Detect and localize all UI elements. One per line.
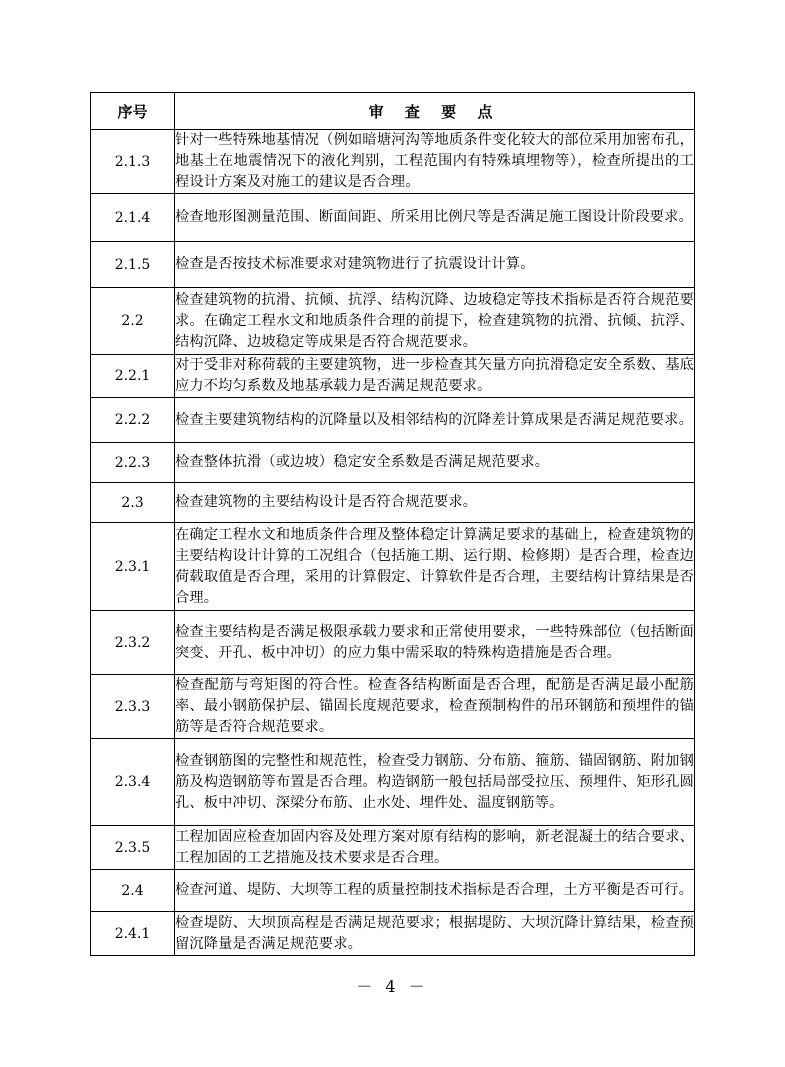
- table-row: [91, 611, 695, 675]
- table-row: [91, 483, 695, 523]
- row-serial-number: 2.4: [91, 870, 175, 912]
- row-serial-number: 2.3.2: [91, 611, 175, 675]
- row-review-point-text: 检查建筑物的主要结构设计是否符合规范要求。: [175, 483, 695, 523]
- row-review-point-text: 检查建筑物的抗滑、抗倾、抗浮、结构沉降、边坡稳定等技术指标是否符合规范要求。在确定工程水文和地质条件合理的前提下，检查建筑物的抗滑、抗倾、抗浮、结构沉降、边坡稳定等成果是否符合规范要求。: [175, 288, 695, 355]
- row-serial-number: 2.1.4: [91, 194, 175, 242]
- table-row: [91, 130, 695, 194]
- row-serial-number: 2.3.3: [91, 675, 175, 739]
- row-serial-number: 2.2: [91, 288, 175, 355]
- row-review-point-text: 在确定工程水文和地质条件合理及整体稳定计算满足要求的基础上，检查建筑物的主要结构设计计算的工况组合（包括施工期、运行期、检修期）是否合理，检查边荷载取值是否合理，采用的计算假定、计算软件是否合理，主要结构计算结果是否合理。: [175, 523, 695, 611]
- table-row: [91, 870, 695, 912]
- table-row: [91, 523, 695, 611]
- table-row: [91, 912, 695, 956]
- row-serial-number: 2.3.4: [91, 739, 175, 826]
- table-row: [91, 242, 695, 288]
- row-review-point-text: 检查配筋与弯矩图的符合性。检查各结构断面是否合理，配筋是否满足最小配筋率、最小钢筋保护层、锚固长度规范要求，检查预制构件的吊环钢筋和预埋件的锚筋等是否符合规范要求。: [175, 675, 695, 739]
- row-review-point-text: 检查堤防、大坝顶高程是否满足规范要求；根据堤防、大坝沉降计算结果，检查预留沉降量是否满足规范要求。: [175, 912, 695, 956]
- row-review-point-text: 检查主要结构是否满足极限承载力要求和正常使用要求，一些特殊部位（包括断面突变、开孔、板中冲切）的应力集中需采取的特殊构造措施是否合理。: [175, 611, 695, 675]
- page-number: － 4 －: [356, 977, 429, 996]
- row-review-point-text: 针对一些特殊地基情况（例如暗塘河沟等地质条件变化较大的部位采用加密布孔，地基土在地震情况下的液化判别，工程范围内有特殊填埋物等），检查所提出的工程设计方案及对施工的建议是否合理。: [175, 130, 695, 194]
- row-serial-number: 2.3.5: [91, 826, 175, 870]
- row-review-point-text: 检查整体抗滑（或边坡）稳定安全系数是否满足规范要求。: [175, 443, 695, 483]
- row-review-point-text: 工程加固应检查加固内容及处理方案对原有结构的影响，新老混凝土的结合要求、工程加固的工艺措施及技术要求是否合理。: [175, 826, 695, 870]
- table-row: [91, 194, 695, 242]
- row-review-point-text: 检查河道、堤防、大坝等工程的质量控制技术指标是否合理，土方平衡是否可行。: [175, 870, 695, 912]
- table-row: [91, 355, 695, 398]
- row-review-point-text: 检查地形图测量范围、断面间距、所采用比例尺等是否满足施工图设计阶段要求。: [175, 194, 695, 242]
- row-review-point-text: 检查主要建筑物结构的沉降量以及相邻结构的沉降差计算成果是否满足规范要求。: [175, 398, 695, 443]
- row-serial-number: 2.2.1: [91, 355, 175, 398]
- table-row: [91, 443, 695, 483]
- table-body: [91, 130, 695, 956]
- table-header-row: [91, 93, 695, 130]
- header-review-points: 审 查 要 点: [175, 93, 695, 130]
- row-review-point-text: 对于受非对称荷载的主要建筑物，进一步检查其矢量方向抗滑稳定安全系数、基底应力不均匀系数及地基承载力是否满足规范要求。: [175, 355, 695, 398]
- review-points-table: [90, 92, 695, 956]
- row-serial-number: 2.2.2: [91, 398, 175, 443]
- row-serial-number: 2.4.1: [91, 912, 175, 956]
- row-serial-number: 2.3.1: [91, 523, 175, 611]
- table-row: [91, 288, 695, 355]
- row-serial-number: 2.1.5: [91, 242, 175, 288]
- row-serial-number: 2.2.3: [91, 443, 175, 483]
- row-serial-number: 2.1.3: [91, 130, 175, 194]
- table-row: [91, 739, 695, 826]
- row-review-point-text: 检查是否按技术标准要求对建筑物进行了抗震设计计算。: [175, 242, 695, 288]
- table-row: [91, 398, 695, 443]
- header-serial-number: 序号: [91, 93, 175, 130]
- table-row: [91, 675, 695, 739]
- table-row: [91, 826, 695, 870]
- row-review-point-text: 检查钢筋图的完整性和规范性，检查受力钢筋、分布筋、箍筋、锚固钢筋、附加钢筋及构造钢筋等布置是否合理。构造钢筋一般包括局部受拉压、预埋件、矩形孔圆孔、板中冲切、深梁分布筋、止水处、埋件处、温度钢筋等。: [175, 739, 695, 826]
- row-serial-number: 2.3: [91, 483, 175, 523]
